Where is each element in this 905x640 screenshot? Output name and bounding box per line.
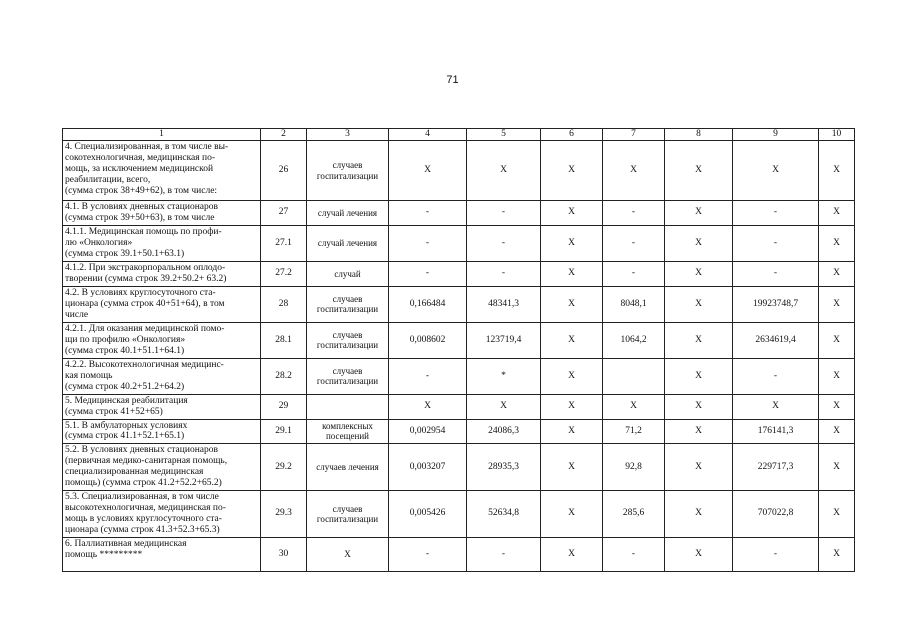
- col-header: 5: [467, 129, 541, 141]
- value-cell: 0,166484: [389, 286, 467, 322]
- row-name-cell: 4. Специализированная, в том числе вы- сокотехнологичная, медицинская по- мощь, за исключением медицинской реабилитации, всего, (сумма строк 38+49+62), в том числе:: [63, 141, 261, 201]
- value-cell: X: [733, 141, 819, 201]
- col-header: 3: [307, 129, 389, 141]
- col-header: 10: [819, 129, 855, 141]
- value-cell: X: [541, 201, 603, 226]
- header-row: [63, 129, 855, 141]
- value-cell: X: [665, 444, 733, 491]
- unit-cell: случай лечения: [307, 201, 389, 226]
- unit-cell: случай лечения: [307, 225, 389, 261]
- value-cell: X: [819, 419, 855, 444]
- value-cell: X: [665, 141, 733, 201]
- col-header: 8: [665, 129, 733, 141]
- unit-cell: X: [307, 537, 389, 571]
- value-cell: 285,6: [603, 491, 665, 538]
- value-cell: X: [541, 358, 603, 394]
- value-cell: 0,003207: [389, 444, 467, 491]
- value-cell: X: [819, 286, 855, 322]
- value-cell: X: [733, 394, 819, 419]
- row-number-cell: 27.1: [261, 225, 307, 261]
- col-header: 6: [541, 129, 603, 141]
- row-number-cell: 27.2: [261, 261, 307, 286]
- value-cell: -: [467, 201, 541, 226]
- value-cell: -: [389, 358, 467, 394]
- table-row: [63, 201, 855, 226]
- value-cell: X: [541, 141, 603, 201]
- table-row: [63, 322, 855, 358]
- value-cell: X: [665, 358, 733, 394]
- row-name-cell: 4.1.2. При экстракорпоральном оплодо- творении (сумма строк 39.2+50.2+ 63.2): [63, 261, 261, 286]
- value-cell: 48341,3: [467, 286, 541, 322]
- row-number-cell: 28.2: [261, 358, 307, 394]
- value-cell: X: [819, 201, 855, 226]
- value-cell: X: [603, 141, 665, 201]
- value-cell: 0,005426: [389, 491, 467, 538]
- value-cell: X: [819, 394, 855, 419]
- value-cell: X: [541, 419, 603, 444]
- value-cell: -: [389, 537, 467, 571]
- value-cell: -: [733, 201, 819, 226]
- value-cell: X: [665, 491, 733, 538]
- col-header: 9: [733, 129, 819, 141]
- value-cell: *: [467, 358, 541, 394]
- value-cell: X: [389, 141, 467, 201]
- value-cell: 176141,3: [733, 419, 819, 444]
- value-cell: -: [467, 537, 541, 571]
- table-row: [63, 141, 855, 201]
- row-name-cell: 4.2. В условиях круглосуточного ста- ционара (сумма строк 40+51+64), в том числе: [63, 286, 261, 322]
- value-cell: X: [467, 394, 541, 419]
- value-cell: X: [541, 322, 603, 358]
- value-cell: X: [603, 394, 665, 419]
- value-cell: 28935,3: [467, 444, 541, 491]
- value-cell: X: [665, 261, 733, 286]
- table-row: [63, 225, 855, 261]
- table-body: [63, 141, 855, 572]
- row-number-cell: 28: [261, 286, 307, 322]
- value-cell: 707022,8: [733, 491, 819, 538]
- value-cell: -: [733, 261, 819, 286]
- value-cell: 92,8: [603, 444, 665, 491]
- value-cell: X: [665, 225, 733, 261]
- value-cell: 71,2: [603, 419, 665, 444]
- value-cell: 229717,3: [733, 444, 819, 491]
- col-header: 1: [63, 129, 261, 141]
- row-number-cell: 27: [261, 201, 307, 226]
- table-row: [63, 358, 855, 394]
- value-cell: -: [733, 225, 819, 261]
- value-cell: -: [389, 225, 467, 261]
- row-name-cell: 5.3. Специализированная, в том числе высокотехнологичная, медицинская по- мощь в условиях круглосуточного ста- ционара (сумма строк 41.3+52.3+65.3): [63, 491, 261, 538]
- table-row: [63, 537, 855, 571]
- value-cell: 52634,8: [467, 491, 541, 538]
- value-cell: -: [389, 261, 467, 286]
- row-name-cell: 5.2. В условиях дневных стационаров (первичная медико-санитарная помощь, специализированная медицинская помощь) (сумма строк 41.2+52.2+65.2): [63, 444, 261, 491]
- row-number-cell: 29.2: [261, 444, 307, 491]
- row-number-cell: 26: [261, 141, 307, 201]
- table-row: [63, 261, 855, 286]
- value-cell: 24086,3: [467, 419, 541, 444]
- value-cell: X: [389, 394, 467, 419]
- page-number: 71: [446, 74, 459, 86]
- row-name-cell: 4.1. В условиях дневных стационаров (сумма строк 39+50+63), в том числе: [63, 201, 261, 226]
- row-name-cell: 6. Паллиативная медицинская помощь *********: [63, 537, 261, 571]
- value-cell: X: [819, 322, 855, 358]
- unit-cell: случаев госпитализации: [307, 491, 389, 538]
- value-cell: X: [665, 394, 733, 419]
- row-number-cell: 29: [261, 394, 307, 419]
- value-cell: X: [541, 537, 603, 571]
- value-cell: 123719,4: [467, 322, 541, 358]
- table-row: [63, 444, 855, 491]
- unit-cell: случаев госпитализации: [307, 286, 389, 322]
- table-row: [63, 491, 855, 538]
- value-cell: [603, 358, 665, 394]
- value-cell: X: [541, 444, 603, 491]
- value-cell: -: [603, 537, 665, 571]
- unit-cell: комплексных посещений: [307, 419, 389, 444]
- table-row: [63, 286, 855, 322]
- value-cell: 8048,1: [603, 286, 665, 322]
- unit-cell: случаев госпитализации: [307, 322, 389, 358]
- value-cell: X: [541, 261, 603, 286]
- unit-cell: случаев лечения: [307, 444, 389, 491]
- table-row: [63, 419, 855, 444]
- value-cell: X: [665, 322, 733, 358]
- unit-cell: случаев госпитализации: [307, 141, 389, 201]
- value-cell: X: [541, 225, 603, 261]
- value-cell: -: [733, 537, 819, 571]
- value-cell: -: [467, 261, 541, 286]
- row-number-cell: 30: [261, 537, 307, 571]
- row-name-cell: 4.2.2. Высокотехнологичная медицинс- кая помощь (сумма строк 40.2+51.2+64.2): [63, 358, 261, 394]
- value-cell: 0,008602: [389, 322, 467, 358]
- value-cell: -: [603, 225, 665, 261]
- row-name-cell: 5.1. В амбулаторных условиях (сумма строк 41.1+52.1+65.1): [63, 419, 261, 444]
- unit-cell: случай: [307, 261, 389, 286]
- value-cell: X: [819, 537, 855, 571]
- col-header: 4: [389, 129, 467, 141]
- value-cell: 2634619,4: [733, 322, 819, 358]
- value-cell: -: [603, 201, 665, 226]
- unit-cell: случаев госпитализации: [307, 358, 389, 394]
- value-cell: X: [665, 537, 733, 571]
- value-cell: X: [819, 261, 855, 286]
- value-cell: X: [819, 358, 855, 394]
- value-cell: X: [665, 201, 733, 226]
- unit-cell: [307, 394, 389, 419]
- row-name-cell: 4.2.1. Для оказания медицинской помо- щи по профилю «Онкология» (сумма строк 40.1+51.1+64.1): [63, 322, 261, 358]
- row-name-cell: 5. Медицинская реабилитация (сумма строк 41+52+65): [63, 394, 261, 419]
- value-cell: X: [819, 141, 855, 201]
- table-row: [63, 394, 855, 419]
- value-cell: X: [665, 419, 733, 444]
- col-header: 2: [261, 129, 307, 141]
- value-cell: X: [541, 286, 603, 322]
- row-number-cell: 29.3: [261, 491, 307, 538]
- value-cell: -: [467, 225, 541, 261]
- value-cell: X: [665, 286, 733, 322]
- row-number-cell: 29.1: [261, 419, 307, 444]
- row-number-cell: 28.1: [261, 322, 307, 358]
- value-cell: X: [541, 394, 603, 419]
- value-cell: 0,002954: [389, 419, 467, 444]
- value-cell: X: [541, 491, 603, 538]
- row-name-cell: 4.1.1. Медицинская помощь по профи- лю «Онкология» (сумма строк 39.1+50.1+63.1): [63, 225, 261, 261]
- value-cell: X: [819, 225, 855, 261]
- value-cell: -: [603, 261, 665, 286]
- data-table: [62, 128, 855, 572]
- value-cell: -: [733, 358, 819, 394]
- value-cell: 1064,2: [603, 322, 665, 358]
- value-cell: -: [389, 201, 467, 226]
- value-cell: 19923748,7: [733, 286, 819, 322]
- value-cell: X: [819, 444, 855, 491]
- col-header: 7: [603, 129, 665, 141]
- value-cell: X: [467, 141, 541, 201]
- value-cell: X: [819, 491, 855, 538]
